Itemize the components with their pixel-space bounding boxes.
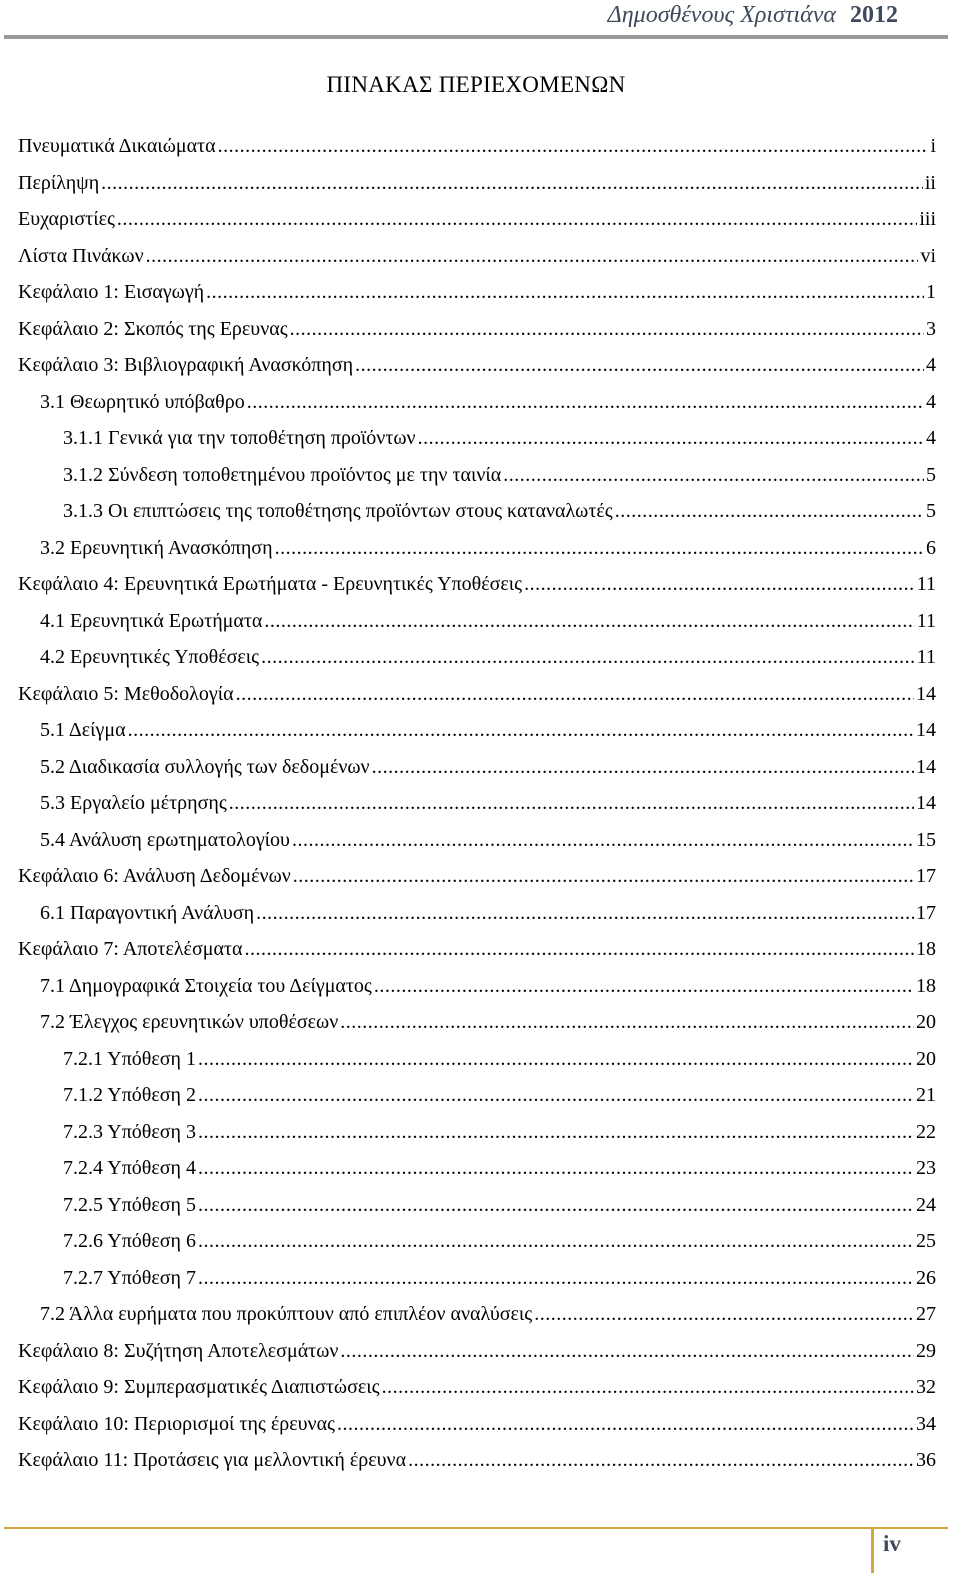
- toc-entry-page: 22: [916, 1120, 936, 1143]
- toc-entry-label: Κεφάλαιο 4: Ερευνητικά Ερωτήματα - Ερευνητικές Υποθέσεις: [18, 573, 523, 595]
- toc-entry[interactable]: [18, 749, 936, 786]
- footer-rule: [4, 1527, 948, 1529]
- toc-dot-leader: [615, 493, 924, 530]
- toc-entry[interactable]: [18, 1114, 936, 1151]
- toc-entry-page: 18: [916, 974, 936, 997]
- toc-dot-leader: [374, 968, 914, 1005]
- toc-dot-leader: [146, 238, 919, 275]
- toc-entry-label: Κεφάλαιο 1: Εισαγωγή: [18, 281, 205, 303]
- header-author: Δημοσθένους Χριστιάνα: [607, 2, 836, 28]
- toc-entry-page: 20: [916, 1011, 936, 1033]
- toc-entry[interactable]: [18, 128, 936, 165]
- toc-entry-page: 25: [916, 1230, 936, 1252]
- toc-dot-leader: [292, 822, 914, 859]
- toc-entry-page: 4: [926, 427, 936, 449]
- toc-dot-leader: [218, 128, 929, 165]
- toc-entry-page: 17: [916, 865, 936, 887]
- toc-dot-leader: [372, 749, 914, 786]
- toc-entry[interactable]: [18, 311, 936, 348]
- toc-entry-label: 7.1.2 Υπόθεση 2: [63, 1084, 197, 1106]
- toc-dot-leader: [337, 1406, 914, 1443]
- toc-entry[interactable]: [18, 1369, 936, 1406]
- toc-entry[interactable]: [18, 493, 936, 530]
- toc-entry-label: 7.2.7 Υπόθεση 7: [63, 1266, 197, 1289]
- toc-entry-page: 3: [926, 317, 936, 340]
- toc-entry-page: ii: [924, 171, 936, 194]
- toc-dot-leader: [256, 895, 914, 932]
- toc-entry-page: 36: [916, 1449, 936, 1471]
- toc-entry[interactable]: [18, 1150, 936, 1187]
- toc-entry[interactable]: [18, 1442, 936, 1479]
- page-title: ΠΙΝΑΚΑΣ ΠΕΡΙΕΧΟΜΕΝΩΝ: [326, 72, 626, 97]
- toc-entry[interactable]: [18, 895, 936, 932]
- toc-entry-page: 20: [916, 1047, 936, 1070]
- toc-dot-leader: [275, 530, 924, 567]
- toc-dot-leader: [198, 1260, 914, 1297]
- toc-entry-page: iii: [919, 208, 936, 230]
- header-rule: [4, 35, 948, 39]
- toc-dot-leader: [340, 1333, 914, 1370]
- toc-dot-leader: [261, 639, 915, 676]
- toc-entry-page: 27: [916, 1303, 936, 1325]
- toc-entry-page: i: [930, 135, 936, 157]
- toc-entry-page: 11: [916, 646, 936, 668]
- toc-entry[interactable]: [18, 566, 936, 603]
- toc-dot-leader: [503, 457, 924, 494]
- toc-entry-page: 18: [916, 938, 936, 960]
- toc-dot-leader: [229, 785, 914, 822]
- toc-entry-page: 1: [926, 281, 936, 303]
- toc-entry[interactable]: [18, 274, 936, 311]
- toc-entry-label: 4.1 Ερευνητικά Ερωτήματα: [40, 609, 263, 632]
- toc-entry-page: 24: [916, 1193, 936, 1216]
- page-number-box: [871, 1527, 951, 1577]
- toc-entry-label: Κεφάλαιο 9: Συμπερασματικές Διαπιστώσεις: [18, 1376, 380, 1398]
- toc-entry-label: Ευχαριστίες: [18, 208, 115, 230]
- toc-entry-label: 3.1 Θεωρητικό υπόβαθρο: [40, 390, 245, 413]
- toc-dot-leader: [408, 1442, 914, 1479]
- toc-entry[interactable]: [18, 1223, 936, 1260]
- toc-entry[interactable]: [18, 530, 936, 567]
- toc-entry-page: 21: [916, 1084, 936, 1106]
- toc-entry-label: Κεφάλαιο 7: Αποτελέσματα: [18, 938, 243, 960]
- toc-dot-leader: [198, 1223, 914, 1260]
- toc-entry-label: 7.2.4 Υπόθεση 4: [63, 1157, 197, 1179]
- toc-entry-page: 26: [916, 1266, 936, 1289]
- toc-dot-leader: [117, 201, 917, 238]
- toc-entry-page: 17: [916, 901, 936, 924]
- toc-entry[interactable]: [18, 822, 936, 859]
- toc-entry-label: 7.2.5 Υπόθεση 5: [63, 1193, 197, 1216]
- toc-entry-page: 32: [916, 1376, 936, 1398]
- toc-dot-leader: [524, 566, 915, 603]
- toc-entry-page: 5: [926, 463, 936, 486]
- table-of-contents: [18, 128, 936, 1479]
- toc-entry-page: 11: [916, 609, 936, 632]
- toc-entry-page: 5: [926, 500, 936, 522]
- toc-entry-label: 7.2.1 Υπόθεση 1: [63, 1047, 197, 1070]
- toc-entry-page: 14: [916, 719, 936, 741]
- toc-entry-label: 6.1 Παραγοντική Ανάλυση: [40, 901, 255, 924]
- toc-entry-page: 15: [916, 828, 936, 851]
- toc-entry-page: 11: [916, 573, 936, 595]
- toc-entry-page: 6: [926, 536, 936, 559]
- toc-dot-leader: [206, 274, 924, 311]
- toc-entry[interactable]: [18, 1187, 936, 1224]
- toc-entry-page: vi: [920, 244, 936, 267]
- toc-dot-leader: [340, 1004, 914, 1041]
- toc-entry-label: 7.1 Δημογραφικά Στοιχεία του Δείγματος: [40, 974, 372, 997]
- toc-entry[interactable]: [18, 1260, 936, 1297]
- toc-entry[interactable]: [18, 603, 936, 640]
- toc-entry-label: 5.4 Ανάλυση ερωτηματολογίου: [40, 828, 290, 851]
- toc-entry-label: 7.2.6 Υπόθεση 6: [63, 1230, 197, 1252]
- page-header: [0, 0, 960, 40]
- toc-dot-leader: [236, 676, 914, 713]
- toc-entry[interactable]: [18, 1296, 936, 1333]
- toc-dot-leader: [198, 1114, 914, 1151]
- toc-entry[interactable]: [18, 676, 936, 713]
- toc-entry-label: 5.2 Διαδικασία συλλογής των δεδομένων: [40, 755, 370, 778]
- toc-dot-leader: [293, 858, 914, 895]
- toc-entry-label: Περίληψη: [18, 171, 100, 194]
- header-year: 2012: [850, 2, 898, 28]
- toc-entry[interactable]: [18, 420, 936, 457]
- toc-dot-leader: [382, 1369, 914, 1406]
- toc-entry-page: 23: [916, 1157, 936, 1179]
- toc-entry-label: Κεφάλαιο 8: Συζήτηση Αποτελεσμάτων: [18, 1339, 339, 1362]
- toc-entry[interactable]: [18, 165, 936, 202]
- toc-entry-label: Κεφάλαιο 10: Περιορισμοί της έρευνας: [18, 1412, 335, 1435]
- toc-entry[interactable]: [18, 201, 936, 238]
- toc-entry-label: Κεφάλαιο 6: Ανάλυση Δεδομένων: [18, 865, 291, 887]
- toc-entry-label: 3.1.2 Σύνδεση τοποθετημένου προϊόντος με την ταινία: [63, 463, 502, 486]
- toc-entry-label: 7.2 Έλεγχος ερευνητικών υποθέσεων: [40, 1011, 339, 1033]
- page-number: iv: [883, 1531, 901, 1556]
- toc-dot-leader: [101, 165, 923, 202]
- toc-entry-label: 3.1.1 Γενικά για την τοποθέτηση προϊόντων: [63, 427, 416, 449]
- toc-entry-page: 4: [926, 390, 936, 413]
- toc-entry[interactable]: [18, 347, 936, 384]
- toc-dot-leader: [198, 1150, 914, 1187]
- toc-dot-leader: [198, 1041, 914, 1078]
- toc-entry-label: Λίστα Πινάκων: [18, 244, 144, 267]
- toc-entry-label: Πνευματικά Δικαιώματα: [18, 135, 216, 157]
- toc-entry[interactable]: [18, 1077, 936, 1114]
- toc-entry-label: Κεφάλαιο 3: Βιβλιογραφική Ανασκόπηση: [18, 354, 354, 376]
- page-number-bar: [871, 1527, 874, 1573]
- toc-entry-label: 5.1 Δείγμα: [40, 719, 126, 741]
- toc-entry-label: 7.2.3 Υπόθεση 3: [63, 1120, 197, 1143]
- toc-entry-page: 14: [916, 792, 936, 814]
- toc-entry-label: Κεφάλαιο 5: Μεθοδολογία: [18, 682, 234, 705]
- toc-entry[interactable]: [18, 785, 936, 822]
- toc-entry[interactable]: [18, 1406, 936, 1443]
- toc-entry[interactable]: [18, 712, 936, 749]
- toc-entry-label: 5.3 Εργαλείο μέτρησης: [40, 792, 227, 814]
- toc-entry-page: 14: [916, 682, 936, 705]
- toc-dot-leader: [244, 931, 914, 968]
- toc-entry-page: 4: [926, 354, 936, 376]
- toc-dot-leader: [198, 1187, 914, 1224]
- header-text: [608, 2, 898, 29]
- toc-entry[interactable]: [18, 238, 936, 275]
- toc-entry-label: 4.2 Ερευνητικές Υποθέσεις: [40, 646, 260, 668]
- toc-dot-leader: [418, 420, 924, 457]
- toc-entry-label: 3.2 Ερευνητική Ανασκόπηση: [40, 536, 273, 559]
- toc-entry-page: 34: [916, 1412, 936, 1435]
- toc-dot-leader: [198, 1077, 914, 1114]
- toc-dot-leader: [128, 712, 914, 749]
- toc-dot-leader: [534, 1296, 914, 1333]
- toc-dot-leader: [290, 311, 924, 348]
- toc-entry-page: 14: [916, 755, 936, 778]
- toc-dot-leader: [264, 603, 914, 640]
- toc-entry-page: 29: [916, 1339, 936, 1362]
- toc-entry[interactable]: [18, 1041, 936, 1078]
- toc-entry[interactable]: [18, 858, 936, 895]
- toc-entry[interactable]: [18, 1333, 936, 1370]
- toc-entry[interactable]: [18, 931, 936, 968]
- toc-dot-leader: [355, 347, 924, 384]
- toc-entry-label: Κεφάλαιο 2: Σκοπός της Ερευνας: [18, 317, 288, 340]
- toc-entry[interactable]: [18, 639, 936, 676]
- toc-entry[interactable]: [18, 1004, 936, 1041]
- toc-entry[interactable]: [18, 384, 936, 421]
- toc-dot-leader: [247, 384, 924, 421]
- toc-entry[interactable]: [18, 457, 936, 494]
- toc-entry-label: Κεφάλαιο 11: Προτάσεις για μελλοντική έρευνα: [18, 1449, 407, 1471]
- toc-entry-label: 7.2 Άλλα ευρήματα που προκύπτουν από επιπλέον αναλύσεις: [40, 1303, 533, 1325]
- toc-entry[interactable]: [18, 968, 936, 1005]
- toc-entry-label: 3.1.3 Οι επιπτώσεις της τοποθέτησης προϊόντων στους καταναλωτές: [63, 500, 613, 522]
